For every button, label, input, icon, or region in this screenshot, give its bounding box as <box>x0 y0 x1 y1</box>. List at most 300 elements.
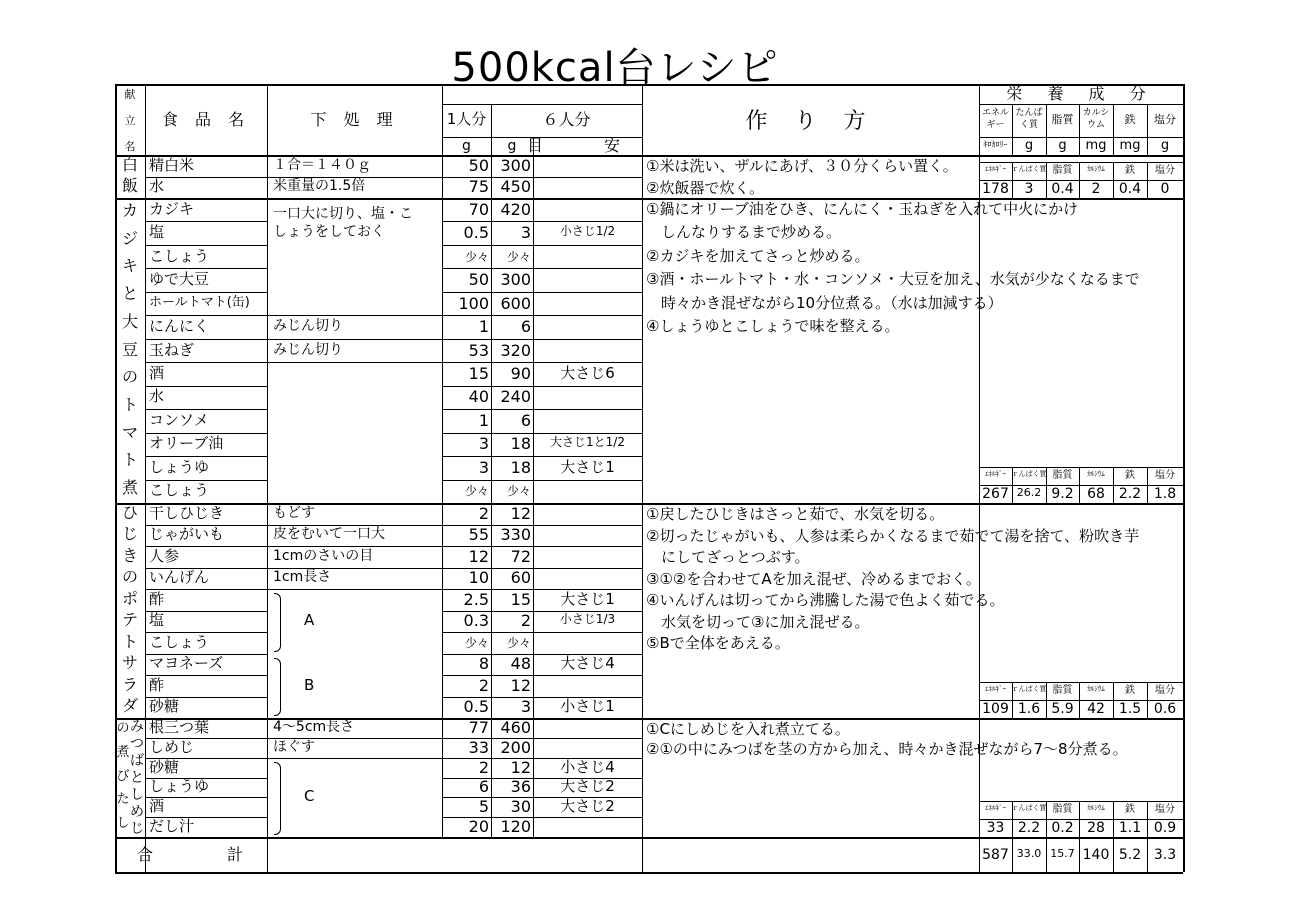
header-unit: g <box>1160 138 1170 153</box>
header-nutrient: 鉄 <box>1124 113 1136 126</box>
dish-name-char: み <box>130 719 144 735</box>
prep-text: 一口大に切り、塩・こ <box>273 206 413 222</box>
nutrient-value: 28 <box>1087 820 1105 836</box>
nutrient-value: 2.2 <box>1118 486 1142 502</box>
dish-name-char: 白 <box>121 154 138 174</box>
amount-1: 100 <box>458 293 489 313</box>
amount-1: 6 <box>478 777 489 797</box>
food-name: 塩 <box>149 223 165 242</box>
food-name: 酒 <box>149 363 165 382</box>
amount-1: 50 <box>468 155 489 175</box>
nutrient-value: 0 <box>1160 181 1170 197</box>
food-name: 人参 <box>149 546 180 565</box>
rule-line <box>642 84 643 872</box>
total-nutrient-value: 587 <box>982 847 1009 863</box>
header-nutrition: 栄 養 成 分 <box>1006 84 1156 103</box>
rule-line <box>145 292 267 293</box>
prep-text: もどす <box>273 504 315 521</box>
method-text: しんなりするまで炒める。 <box>646 223 842 242</box>
nutrient-mini-header: 塩分 <box>1155 804 1175 815</box>
nutrient-value: 1.6 <box>1017 701 1041 717</box>
header-per1: 1人分 <box>446 110 487 128</box>
nutrient-value: 0.4 <box>1051 181 1074 197</box>
group-label: B <box>304 675 315 694</box>
amount-6: 18 <box>510 434 531 454</box>
group-label: C <box>304 787 315 806</box>
food-name: いんげん <box>149 568 210 587</box>
food-name: ゆで大豆 <box>149 270 210 289</box>
rule-line <box>267 758 442 759</box>
rule-line <box>979 137 1183 138</box>
amount-1: 0.5 <box>463 697 489 717</box>
method-text: ②切ったじゃがいも、人参は柔らかくなるまで茹でて湯を捨て、粉吹き芋 <box>646 526 1140 545</box>
rule-line <box>145 339 267 340</box>
amount-6: 12 <box>510 503 531 523</box>
nutrient-mini-header: 脂質 <box>1052 804 1073 815</box>
amount-1: 10 <box>468 568 489 588</box>
nutrient-value: 0.9 <box>1153 820 1177 836</box>
method-text: ②①の中にみつばを茎の方から加え、時々かき混ぜながら7～8分煮る。 <box>646 739 1128 758</box>
nutrient-value: 0.6 <box>1153 701 1177 717</box>
food-name: マヨネーズ <box>149 654 224 673</box>
rule-line <box>442 480 642 481</box>
group-bracket <box>274 593 281 652</box>
rule-line <box>1012 104 1013 155</box>
amount-6: 90 <box>510 363 531 383</box>
amount-1: 少々 <box>464 249 489 264</box>
group-bracket <box>274 762 281 835</box>
header-prep: 下 処 理 <box>310 110 399 129</box>
amount-1: 5 <box>478 797 489 817</box>
rule-line <box>533 137 534 837</box>
dish-name-char: テ <box>121 610 138 630</box>
rule-line <box>1113 104 1114 155</box>
amount-1: 53 <box>468 340 489 360</box>
food-name: こしょう <box>149 481 210 500</box>
prep-text: 米重量の1.5倍 <box>273 178 366 195</box>
header-nutrient: たんぱ <box>1015 108 1043 118</box>
nutrient-value: 33 <box>986 820 1005 836</box>
meyasu-text: 小さじ1/3 <box>559 612 616 627</box>
amount-1: 15 <box>468 363 489 383</box>
dish-name-char: じ <box>130 821 144 837</box>
amount-1: 70 <box>468 199 489 219</box>
amount-6: 少々 <box>506 249 531 264</box>
amount-1: 33 <box>468 737 489 757</box>
total-nutrient-value: 3.3 <box>1153 847 1177 863</box>
method-text: ④いんげんは切ってから沸騰した湯で色よく茹でる。 <box>646 591 1005 609</box>
rule-line <box>267 339 442 340</box>
rule-line <box>267 315 442 316</box>
total-nutrient-value: 140 <box>1082 847 1110 863</box>
food-name: 酢 <box>149 675 165 694</box>
rule-line <box>267 362 442 363</box>
amount-1: 55 <box>468 525 489 545</box>
amount-6: 420 <box>500 199 531 219</box>
nutrient-mini-header: 鉄 <box>1125 804 1135 815</box>
amount-6: 少々 <box>506 484 531 499</box>
amount-6: 6 <box>520 317 531 337</box>
prep-text: みじん切り <box>273 341 343 358</box>
nutrient-mini-header: ｴﾈﾙｷﾞｰ <box>985 470 1006 478</box>
total-label: 計 <box>226 845 243 864</box>
nutrient-mini-header: ｴﾈﾙｷﾞｰ <box>985 804 1006 812</box>
header-kondate: 名 <box>124 140 136 153</box>
nutrient-mini-header: 塩分 <box>1155 685 1175 696</box>
nutrient-mini-header: 脂質 <box>1052 470 1073 481</box>
amount-1: 少々 <box>464 635 489 650</box>
rule-line <box>442 84 443 837</box>
rule-line <box>145 245 267 246</box>
food-name: しょうゆ <box>149 777 210 796</box>
rule-line <box>145 409 267 410</box>
nutrient-mini-header: ｒんぱく質 <box>1011 470 1047 478</box>
amount-1: 2 <box>478 503 489 523</box>
nutrient-value: 2.2 <box>1017 820 1041 836</box>
food-name: カジキ <box>149 199 195 218</box>
prep-text: しょうをしておく <box>273 224 385 240</box>
dish-name-char: ジ <box>121 228 138 248</box>
method-text: ⑤Bで全体をあえる。 <box>646 634 790 652</box>
amount-1: 2 <box>478 757 489 777</box>
dish-name-char: た <box>116 792 130 808</box>
dish-name-char: め <box>130 804 144 820</box>
nutrient-mini-header: ｒんぱく質 <box>1011 804 1047 812</box>
group-label: A <box>304 611 315 630</box>
amount-1: 0.3 <box>463 611 489 631</box>
rule-line <box>442 292 642 293</box>
dish-name-char: 大 <box>121 311 138 331</box>
amount-6: 3 <box>520 697 531 717</box>
meyasu-text: 大さじ2 <box>560 777 615 796</box>
header-nutrient: ギー <box>986 120 1005 130</box>
header-unit: g <box>462 138 471 154</box>
nutrient-value: 3 <box>1024 181 1034 197</box>
food-name: 水 <box>149 387 165 406</box>
amount-6: 450 <box>500 177 531 197</box>
meyasu-text: 大さじ1 <box>560 589 615 608</box>
rule-line <box>442 456 642 457</box>
amount-1: 2 <box>478 675 489 695</box>
amount-6: 300 <box>500 270 531 290</box>
header-unit: g <box>507 138 517 154</box>
amount-6: 6 <box>520 410 531 430</box>
rule-line <box>115 872 1183 874</box>
dish-name-char: ト <box>121 450 138 470</box>
header-per6: ６人分 <box>542 110 591 129</box>
prep-text: 皮をむいて一口大 <box>273 526 385 543</box>
nutrient-value: 1.5 <box>1118 701 1142 717</box>
amount-6: 240 <box>500 387 531 407</box>
rule-line <box>979 467 1183 468</box>
rule-line <box>979 180 1183 181</box>
amount-1: 12 <box>468 546 489 566</box>
header-unit: mg <box>1085 138 1107 153</box>
dish-name-char: ひ <box>121 502 138 522</box>
nutrient-mini-header: 鉄 <box>1125 165 1135 176</box>
amount-1: 3 <box>478 457 489 477</box>
food-name: 酒 <box>149 797 165 816</box>
nutrient-mini-header: 塩分 <box>1155 470 1175 481</box>
rule-line <box>979 682 1183 683</box>
dish-name-char: サ <box>121 653 138 673</box>
header-unit: g <box>1058 138 1067 153</box>
amount-1: 3 <box>478 434 489 454</box>
nutrient-mini-header: 塩分 <box>1155 165 1175 176</box>
amount-1: 75 <box>468 177 489 197</box>
header-nutrient: 脂質 <box>1051 113 1074 126</box>
amount-6: 12 <box>510 757 531 777</box>
dish-name-char: ば <box>130 753 144 769</box>
header-kondate: 立 <box>124 114 136 127</box>
nutrient-value: 267 <box>982 486 1009 502</box>
meyasu-text: 小さじ1/2 <box>559 224 616 239</box>
method-text: ②炊飯器で炊く。 <box>646 178 765 197</box>
nutrient-value: 26.2 <box>1016 486 1042 499</box>
amount-6: 36 <box>510 777 531 797</box>
dish-name-char: カ <box>121 200 138 220</box>
amount-1: 1 <box>478 410 489 430</box>
dish-name-char: じ <box>121 524 138 544</box>
method-text: ①米は洗い、ザルにあげ、３０分くらい置く。 <box>646 157 958 175</box>
method-text: ③①②を合わせてAを加え混ぜ、冷めるまでおく。 <box>646 569 981 588</box>
dish-name-char: 飯 <box>121 176 138 196</box>
rule-line <box>442 409 642 410</box>
method-text: ①Cにしめじを入れ煮立てる。 <box>646 720 850 738</box>
dish-name-char: 煮 <box>121 478 138 498</box>
rule-line <box>267 589 442 590</box>
rule-line <box>1147 104 1148 155</box>
rule-line <box>267 546 442 547</box>
amount-1: 0.5 <box>463 223 489 243</box>
nutrient-value: 0.4 <box>1118 181 1142 197</box>
prep-text: １合＝１４０ｇ <box>273 156 371 173</box>
page-title: 500kcal台レシピ <box>451 45 779 91</box>
meyasu-text: 大さじ2 <box>560 797 615 816</box>
dish-name-char: き <box>121 545 138 565</box>
header-nutrient: 塩分 <box>1154 113 1176 126</box>
nutrient-mini-header: ｶﾙｼｳﾑ <box>1087 470 1105 478</box>
dish-name-char: つ <box>130 736 144 752</box>
food-name: しめじ <box>149 737 195 756</box>
food-name: こしょう <box>149 246 210 265</box>
rule-line <box>979 485 1183 486</box>
nutrient-mini-header: ｴﾈﾙｷﾞｰ <box>985 165 1006 173</box>
meyasu-text: 大さじ4 <box>560 654 615 673</box>
dish-name-char: マ <box>121 422 138 442</box>
dish-name-char: 煮 <box>116 744 130 760</box>
meyasu-text: 大さじ1 <box>560 457 615 476</box>
rule-line <box>442 675 642 676</box>
food-name: じゃがいも <box>149 525 225 544</box>
amount-6: 330 <box>500 525 531 545</box>
method-text: ①戻したひじきはさっと茹で、水気を切る。 <box>646 505 945 523</box>
food-name: 酢 <box>149 589 165 608</box>
nutrient-mini-header: 鉄 <box>1125 470 1135 481</box>
prep-text: 1cm長さ <box>273 569 332 586</box>
nutrient-value: 178 <box>982 181 1009 197</box>
amount-6: 460 <box>500 717 531 737</box>
header-meyasu: 目 安 <box>526 136 649 155</box>
nutrient-value: 1.8 <box>1153 486 1177 502</box>
meyasu-text: 大さじ6 <box>560 363 615 382</box>
food-name: 干しひじき <box>149 503 225 522</box>
amount-6: 少々 <box>506 635 531 650</box>
header-nutrient: カルシ <box>1082 108 1110 118</box>
dish-name-char: の <box>116 721 130 736</box>
amount-1: 40 <box>468 387 489 407</box>
food-name: しょうゆ <box>149 457 210 476</box>
header-unit: mg <box>1119 138 1141 153</box>
dish-name-char: の <box>121 567 138 587</box>
rule-line <box>442 315 642 316</box>
rule-line <box>145 456 267 457</box>
group-bracket <box>274 658 281 717</box>
nutrient-value: 42 <box>1087 701 1105 717</box>
amount-6: 200 <box>500 737 531 757</box>
nutrient-value: 68 <box>1087 486 1105 502</box>
dish-name-char: ト <box>121 394 138 414</box>
amount-1: 77 <box>468 717 489 737</box>
rule-line <box>442 339 642 340</box>
header-nutrient: く質 <box>1019 120 1038 130</box>
amount-1: 1 <box>478 317 489 337</box>
nutrient-mini-header: ｶﾙｼｳﾑ <box>1087 165 1105 173</box>
header-unit: ｷﾛｶﾛﾘｰ <box>983 140 1008 149</box>
amount-1: 20 <box>468 817 489 837</box>
rule-line <box>115 837 1183 839</box>
total-nutrient-value: 15.7 <box>1050 847 1075 860</box>
rule-line <box>1079 104 1080 155</box>
nutrient-mini-header: ｴﾈﾙｷﾞｰ <box>985 685 1006 693</box>
food-name: 水 <box>149 177 165 196</box>
rule-line <box>442 104 642 105</box>
nutrient-mini-header: ｒんぱく質 <box>1011 165 1047 173</box>
amount-1: 50 <box>468 270 489 290</box>
total-nutrient-value: 5.2 <box>1118 847 1142 863</box>
nutrient-mini-header: ｒんぱく質 <box>1011 685 1047 693</box>
rule-line <box>442 433 642 434</box>
nutrient-value: 2 <box>1091 181 1101 197</box>
nutrient-mini-header: ｶﾙｼｳﾑ <box>1087 804 1105 812</box>
nutrient-value: 9.2 <box>1051 486 1074 502</box>
rule-line <box>979 801 1183 802</box>
rule-line <box>1046 104 1047 155</box>
amount-6: 48 <box>510 654 531 674</box>
method-text: ①鍋にオリーブ油をひき、にんにく・玉ねぎを入れて中火にかけ <box>646 200 1079 218</box>
amount-1: 少々 <box>464 484 489 499</box>
nutrient-mini-header: 脂質 <box>1052 685 1073 696</box>
nutrient-mini-header: 鉄 <box>1125 685 1135 696</box>
amount-6: 120 <box>500 817 531 837</box>
nutrient-mini-header: 脂質 <box>1052 165 1073 176</box>
food-name: コンソメ <box>149 410 209 429</box>
dish-name-char: し <box>116 816 130 832</box>
dish-name-char: 豆 <box>121 339 138 359</box>
amount-6: 72 <box>510 546 531 566</box>
dish-name-char: ポ <box>121 588 138 608</box>
total-label: 合 <box>136 845 153 864</box>
dish-name-char: の <box>121 367 138 387</box>
rule-line <box>979 819 1183 820</box>
header-method: 作 り 方 <box>745 109 876 134</box>
amount-6: 15 <box>510 589 531 609</box>
header-nutrient: エネル <box>981 108 1009 118</box>
nutrient-mini-header: ｶﾙｼｳﾑ <box>1087 685 1105 693</box>
meyasu-text: 小さじ4 <box>560 757 615 776</box>
rule-line <box>267 84 268 872</box>
header-unit: g <box>1024 138 1034 153</box>
header-kondate: 献 <box>124 88 136 101</box>
rule-line <box>979 104 1183 105</box>
dish-name-char: し <box>130 787 144 803</box>
food-name: にんにく <box>149 317 210 336</box>
rule-line <box>442 245 642 246</box>
method-text: 水気を切って③に加え混ぜる。 <box>646 612 870 631</box>
amount-6: 18 <box>510 457 531 477</box>
amount-6: 600 <box>500 293 531 313</box>
dish-name-char: キ <box>121 256 138 276</box>
rule-line <box>979 700 1183 701</box>
food-name: だし汁 <box>149 817 195 836</box>
rule-line <box>979 162 1183 163</box>
food-name: 根三つ葉 <box>149 717 210 736</box>
food-name: 塩 <box>149 611 165 630</box>
dish-name-char: と <box>130 770 144 786</box>
prep-text: 4～5cm長さ <box>273 718 355 735</box>
dish-name-char: び <box>116 768 130 784</box>
dish-name-char: ダ <box>121 696 138 716</box>
amount-6: 12 <box>510 675 531 695</box>
method-text: ③酒・ホールトマト・水・コンソメ・大豆を加え、水気が少なくなるまで <box>646 270 1140 289</box>
rule-line <box>442 632 642 633</box>
amount-1: 2.5 <box>463 589 489 609</box>
food-name: 砂糖 <box>149 757 180 776</box>
amount-6: 60 <box>510 568 531 588</box>
method-text: ④しょうゆとこしょうで味を整える。 <box>646 317 900 336</box>
method-text: ②カジキを加えてさっと炒める。 <box>646 246 870 265</box>
amount-6: 3 <box>520 223 531 243</box>
dish-name-char: ラ <box>121 674 138 694</box>
prep-text: 1cmのさいの目 <box>273 547 374 564</box>
prep-text: みじん切り <box>273 318 343 335</box>
nutrient-value: 0.2 <box>1051 820 1074 836</box>
food-name: こしょう <box>149 632 210 651</box>
food-name: 玉ねぎ <box>149 340 195 359</box>
meyasu-text: 小さじ1 <box>560 697 615 716</box>
nutrient-value: 1.1 <box>1118 820 1142 836</box>
method-text: にしてざっとつぶす。 <box>646 548 810 566</box>
food-name: 砂糖 <box>149 697 180 716</box>
amount-6: 320 <box>500 340 531 360</box>
prep-text: ほぐす <box>273 738 315 755</box>
method-text: 時々かき混ぜながら10分位煮る。（水は加減する） <box>646 293 1003 312</box>
header-nutrient: ウム <box>1087 120 1105 130</box>
dish-name-char: ト <box>121 631 138 651</box>
total-nutrient-value: 33.0 <box>1016 847 1042 860</box>
food-name: 精白米 <box>149 155 195 174</box>
dish-name-char: と <box>121 284 138 304</box>
amount-1: 8 <box>478 654 489 674</box>
header-food: 食 品 名 <box>161 110 251 129</box>
nutrient-value: 109 <box>982 701 1009 717</box>
rule-line <box>442 137 642 138</box>
food-name: オリーブ油 <box>149 434 224 453</box>
food-name: ホールトマト(缶) <box>149 294 250 310</box>
amount-6: 30 <box>510 797 531 817</box>
amount-6: 300 <box>500 155 531 175</box>
amount-6: 2 <box>520 611 531 631</box>
